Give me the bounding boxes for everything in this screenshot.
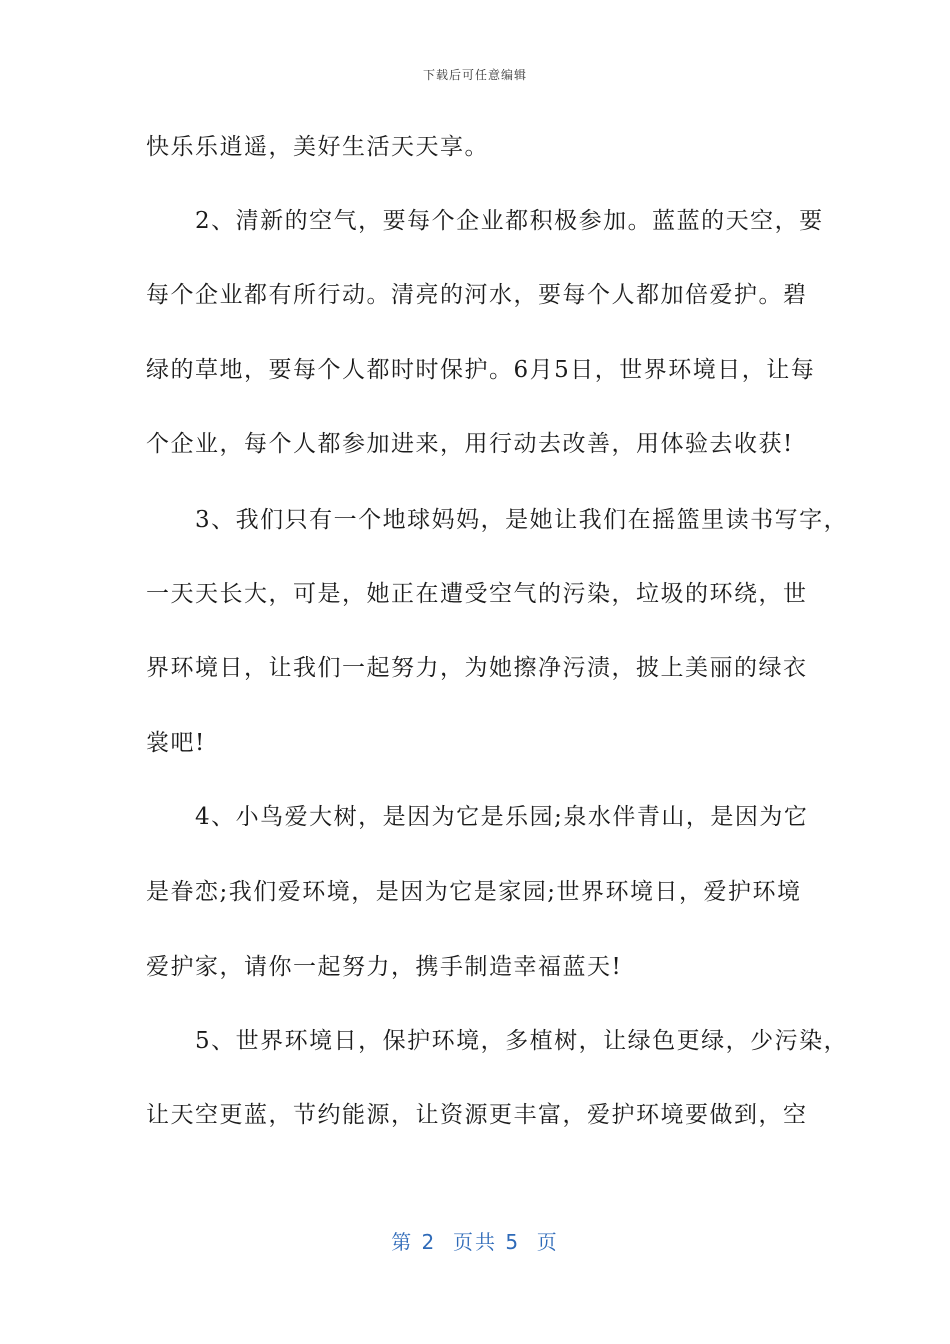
page-number: 第 2 页共 5 页 — [391, 1230, 559, 1254]
text-line: 3、我们只有一个地球妈妈，是她让我们在摇篮里读书写字， — [146, 507, 849, 533]
text-line: 一天天长大，可是，她正在遭受空气的污染，垃圾的环绕，世 — [146, 581, 808, 607]
text-line: 快乐乐逍遥，美好生活天天享。 — [146, 134, 489, 160]
text-line: 裳吧! — [146, 730, 206, 756]
text-line: 绿的草地，要每个人都时时保护。6月5日，世界环境日，让每 — [146, 357, 816, 383]
text-line: 爱护家，请你一起努力，携手制造幸福蓝天! — [146, 954, 623, 980]
text-line: 5、世界环境日，保护环境，多植树，让绿色更绿，少污染， — [146, 1028, 849, 1054]
text-line: 让天空更蓝，节约能源，让资源更丰富，爱护环境要做到，空 — [146, 1102, 808, 1128]
text-line: 个企业，每个人都参加进来，用行动去改善，用体验去收获! — [146, 431, 794, 457]
text-line: 是眷恋;我们爱环境，是因为它是家园;世界环境日，爱护环境 — [146, 879, 802, 905]
header-note: 下载后可任意编辑 — [422, 68, 527, 82]
text-line: 界环境日，让我们一起努力，为她擦净污渍，披上美丽的绿衣 — [146, 655, 808, 681]
text-line: 每个企业都有所行动。清亮的河水，要每个人都加倍爱护。碧 — [146, 282, 808, 308]
text-line: 4、小鸟爱大树，是因为它是乐园;泉水伴青山，是因为它 — [146, 804, 809, 830]
text-line: 2、清新的空气，要每个企业都积极参加。蓝蓝的天空，要 — [146, 208, 824, 234]
